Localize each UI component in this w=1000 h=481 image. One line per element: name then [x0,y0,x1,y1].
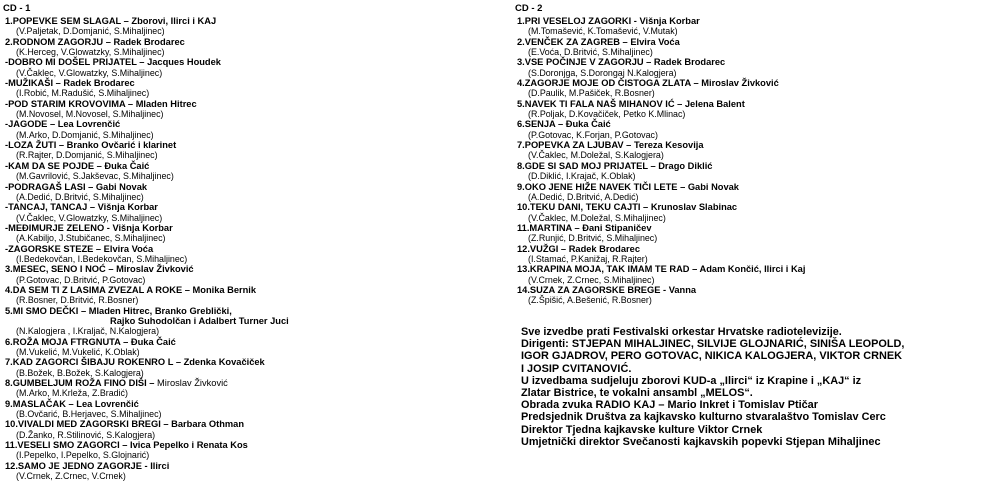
track-title: 1.POPEVKE SEM SLAGAL [5,16,122,26]
track-credits: (A.Kabiljo, J.Stubičanec, S.Mihaljinec) [16,233,166,244]
track-title: 12.VUŽGI [517,243,559,254]
track-entry [3,161,493,182]
track-credits: (R.Bosner, D.Britvić, R.Bosner) [16,295,139,306]
track-title-line [515,37,995,47]
track-credits: (V.Paljetak, D.Domjanić, S.Mihaljinec) [16,26,165,37]
track-title-line [3,244,493,254]
track-separator: – [647,160,659,171]
track-separator: - [660,284,669,295]
track-separator: – [160,419,172,430]
track-entry [3,337,493,358]
track-credits: (M.Novosel, M.Novosel, S.Mihaljinec) [16,109,164,120]
track-artist: Gabi Novak [687,181,739,192]
track-title: 7.KAD ZAGORCI ŠIBAJU ROKENRO L [5,357,174,368]
cd1-heading: CD - 1 [3,3,31,14]
track-title: 8.GDE SI SAD MOJ PRIJATEL [517,160,648,171]
track-title-line [3,357,493,367]
track-credits: (D.Diklić, I.Krajač, K.Oblak) [528,171,636,182]
track-artist: Radek Brodarec [653,57,726,68]
track-artist: Drago Diklić [658,160,713,171]
liner-notes [521,326,996,448]
track-title-line [3,264,493,274]
track-artist: Tereza Kesovija [633,140,704,151]
track-credits: (V.Čaklec, V.Glowatzky, S.Mihaljinec) [16,212,163,223]
track-artist: Ilirci [150,460,170,471]
track-artist: Đuka Čaić [565,119,611,130]
track-title: 7.POPEVKA ZA LJUBAV [517,140,624,151]
track-credits: (V.Crnek, Z.Crnec, S.Mihaljinec) [528,274,655,285]
track-credits: (I.Stamać, P.Kanižaj, R.Rajter) [528,253,648,264]
track-separator: – [87,202,98,213]
track-entry [3,419,493,440]
track-entry [3,440,493,461]
track-entry [515,182,995,203]
track-artist: Višnja Korbar [112,222,173,233]
track-separator: – [65,398,77,409]
track-credits: (R.Rajter, D.Domjanić, S.Mihaljinec) [16,150,158,161]
track-title: -MUŽIKAŠI [5,78,54,89]
track-title: 5.NAVEK TI FALA NAŠ MIHANOV IĆ [517,98,675,109]
track-credits: (I.Robić, M.Radušić, S.Mihaljinec) [16,88,150,99]
track-title: 12.SAMO JE JEDNO ZAGORJE [5,460,142,471]
track-entry [515,57,995,78]
track-artist: Lea Lovrenčić [57,119,121,130]
track-entry [3,357,493,378]
track-title: -POD STARIM KROVOVIMA [5,98,126,109]
track-artist: Jelena Balent [684,98,745,109]
track-separator: – [146,378,158,389]
track-artist: Višnja Korbar [97,202,158,213]
track-artist: Monika Bernik [192,284,257,295]
track-entry [515,202,995,223]
track-entry [3,285,493,306]
liner-note-line: Zlatar Bistrice, te vokalni ansambl „MELOS“. [521,387,753,400]
track-separator: – [53,78,64,89]
track-title: 4.DA SEM TI Z LASIMA ZVEZAL A ROKE [5,284,183,295]
track-title: 5.MI SMO DEČKI [5,305,79,316]
track-title-line [515,244,995,254]
track-entry [3,16,493,37]
track-title-line [515,140,995,150]
track-credits: (E.Voća, D.Britvić, S.Mihaljinec) [528,47,653,58]
track-title-line [3,337,493,347]
track-separator: – [105,264,117,275]
track-title-line [515,119,995,129]
track-title: 11.VESELI SMO ZAGORCI [5,440,120,451]
track-artist: Miroslav Živković [701,78,779,89]
track-separator: – [136,57,148,68]
track-title-line [3,140,493,150]
track-artist: Radek Brodarec [63,78,135,89]
track-title: 2.VENČEK ZA ZAGREB [517,36,620,47]
track-artist: Elvira Voća [103,243,154,254]
track-separator: – [555,119,566,130]
track-entry [3,140,493,161]
track-credits: (I.Bedekovčan, I.Bedekovčan, S.Mihaljinec) [16,253,188,264]
track-credits: (N.Kalogjera , I.Kraljač, N.Kalogjera) [16,326,160,337]
track-entry [3,99,493,120]
track-title-line [515,285,995,295]
track-entry [3,399,493,420]
track-title-line [515,264,995,274]
track-title: 10.VIVALDI MED ZAGORSKI BREGI [5,419,161,430]
track-entry [515,244,995,265]
track-credits: (M.Tomašević, K.Tomašević, V.Mutak) [528,26,678,37]
track-entry [3,306,493,337]
track-artist: Đani Stipaničev [582,222,652,233]
track-entry [3,182,493,203]
track-title-line [515,99,995,109]
track-separator: – [640,202,651,213]
track-title: -MEĐIMURJE ZELENO [5,222,105,233]
track-title-line [3,57,493,67]
track-separator: – [56,140,67,151]
track-title: -TANCAJ, TANCAJ [5,202,88,213]
track-artist: Gabi Novak [95,181,148,192]
track-entry [3,264,493,285]
track-separator: – [619,36,631,47]
track-separator: – [85,181,96,192]
track-entry [3,37,493,58]
liner-note-line: Direktor Tjedna kajkavske kulture Viktor Crnek [521,423,763,436]
track-separator: – [571,222,583,233]
track-separator: – [690,78,702,89]
track-artist: Zborovi, Ilirci i KAJ [131,16,217,26]
track-credits: (V.Čaklec, V.Glowatzky, S.Mihaljinec) [16,67,163,78]
track-artist: Mladen Hitrec, Branko Greblički, [88,305,232,316]
track-title-line [3,306,493,316]
track-title: 3.MESEC, SENO I NOĆ [5,264,106,275]
track-artist: Krunoslav Slabinac [650,202,738,213]
track-separator: - [633,16,640,26]
track-separator: – [623,140,634,151]
track-artist: Branko Ovčarić i klarinet [66,140,177,151]
track-entry [3,244,493,265]
track-title: 6.ROŽA MOJA FTRGNUTA [5,336,121,347]
track-title: 1.PRI VESELOJ ZAGORKI [517,16,634,26]
track-separator: – [121,16,132,26]
track-title: 9.MASLAČAK [5,398,66,409]
liner-note-line: Predsjednik Društva za kajkavsko kulturno stvaralaštvo Tomislav Cerc [521,411,886,424]
track-separator: – [558,243,569,254]
track-title-line [515,202,995,212]
track-title: 8.GUMBELJUM ROŽA FINO DIŠI [5,378,147,389]
track-artist: Đuka Čaić [130,336,176,347]
track-credits: (Z.Špišić, A.Bešenić, R.Bosner) [528,295,652,306]
track-entry [515,16,995,37]
liner-note-line: U izvedbama sudjeluju zborovi KUD-a „Ilirci“ iz Krapine i „KAJ“ iz [521,374,862,387]
track-title: 3.VSE POČINJE V ZAGORJU [517,57,644,68]
track-credits: (V.Čaklec, M.Doležal, S.Kalogjera) [528,150,664,161]
track-title-line [3,378,493,388]
track-entry [515,37,995,58]
track-title-line [515,161,995,171]
track-entry [3,57,493,78]
track-credits: (B.Božek, B.Božek, S.Kalogjera) [16,367,144,378]
track-title: 2.RODNOM ZAGORJU [5,36,104,47]
track-title-line [3,37,493,47]
track-entry [515,140,995,161]
track-title-line [3,99,493,109]
track-title-line [3,419,493,429]
track-title: 14.SUZA ZA ZAGORSKE BREGE [517,284,661,295]
track-separator: – [120,336,131,347]
cd2-tracklist [515,3,995,306]
track-credits: (R.Poljak, D.Kovačiček, Petko K.Mlinac) [528,109,686,120]
track-separator: – [119,440,131,451]
track-artist: Miroslav Živković [116,264,194,275]
track-separator: - [104,222,113,233]
track-entry [515,78,995,99]
track-title: -ZAGORSKE STEZE [5,243,94,254]
track-title-line [515,57,995,67]
track-separator: - [141,460,151,471]
track-entry [515,285,995,306]
track-entry [3,119,493,140]
track-entry [515,161,995,182]
track-credits: (A.Dedić, D.Britvić, A.Dedić) [528,191,639,202]
track-credits: (V.Čaklec, M.Doležal, S.Mihaljinec) [528,212,666,223]
liner-note-line: Obrada zvuka RADIO KAJ – Mario Inkret i Tomislav Ptičar [521,399,818,412]
track-entry [3,202,493,223]
track-entry [3,378,493,399]
track-separator: – [643,57,654,68]
track-title-line [515,78,995,88]
track-title: -PODRAGAŠ LASI [5,181,86,192]
track-artist: Višnja Korbar [639,16,700,26]
track-credits: (D.Paulik, M.Pašiček, R.Bosner) [528,88,655,99]
track-artist: Radek Brodarec [568,243,640,254]
track-artist: Radek Brodarec [113,36,185,47]
track-credits: (M.Arko, M.Krleža, Z.Bradić) [16,388,128,399]
cd1-tracklist [3,3,493,481]
track-credits: (M.Arko, D.Domjanić, S.Mihaljinec) [16,129,154,140]
track-title-line [3,461,493,471]
track-title-line [3,399,493,409]
track-artist: Đuka Čaić [104,160,150,171]
track-artist: Vanna [668,284,697,295]
track-artist: Ivica Pepelko i Renata Kos [130,440,248,451]
track-artist-continued: Rajko Suhodolčan i Adalbert Turner Juci [110,315,289,326]
track-title: 11.MARTINA [517,222,572,233]
track-entry [3,78,493,99]
track-separator: – [47,119,58,130]
track-artist: Lea Lovrenčić [76,398,139,409]
track-artist: Jacques Houdek [147,57,221,68]
track-title: -KAM DA SE POJDE [5,160,95,171]
track-artist: Elvira Voća [630,36,680,47]
liner-note-line: IGOR GJADROV, PERO GOTOVAC, NIKICA KALOGJERA, VIKTOR CRNEK [521,350,903,363]
track-title-line [3,182,493,192]
track-credits: (M.Vukelić, M.Vukelić, K.Oblak) [16,347,140,357]
track-title-line [3,161,493,171]
track-separator: – [677,181,688,192]
track-artist: Barbara Othman [171,419,245,430]
track-separator: – [674,98,685,109]
track-title: 13.KRAPINA MOJA, TAK IMAM TE RAD [517,264,690,275]
track-title-line [3,440,493,450]
track-title-line [3,16,493,26]
track-title: 10.TEKU DANI, TEKU CAJTI [517,202,641,213]
track-entry [515,223,995,244]
track-entry [3,223,493,244]
track-title-line [3,223,493,233]
track-separator: – [78,305,89,316]
liner-note-line: Sve izvedbe prati Festivalski orkestar Hrvatske radiotelevizije. [521,326,842,338]
track-separator: – [94,160,105,171]
track-title-line [515,182,995,192]
track-title-line [515,223,995,233]
track-credits: (P.Gotovac, D.Britvić, P.Gotovac) [16,274,146,285]
track-title-line [3,119,493,129]
track-credits: (P.Gotovac, K.Forjan, P.Gotovac) [528,129,658,140]
track-separator: – [93,243,104,254]
track-credits: (A.Dedić, D.Britvić, S.Mihaljinec) [16,191,144,202]
track-title: -DOBRO MI DOŠEL PRIJATEL [5,57,137,68]
track-credits: (M.Gavrilović, S.Jakševac, S.Mihaljinec) [16,171,174,182]
liner-note-line: I JOSIP CVITANOVIĆ. [521,362,632,375]
track-credits: (Z.Runjić, D.Britvić, S.Mihaljinec) [528,233,658,244]
track-artist: Mladen Hitrec [135,98,197,109]
track-separator: – [103,36,114,47]
cd2-heading: CD - 2 [515,3,543,14]
cd2-track-list [515,16,995,306]
track-title: 6.SENJA [517,119,556,130]
track-credits: (B.Ovčarić, B.Herjavec, S.Mihaljinec) [16,409,162,420]
track-title-line [3,285,493,295]
track-title: 9.OKO JENE HIŽE NAVEK TIČI LETE [517,181,678,192]
liner-note-line: Dirigenti: STJEPAN MIHALJINEC, SILVIJE GLOJNARIĆ, SINIŠA LEOPOLD, [521,338,905,351]
track-separator: – [125,98,136,109]
track-separator: – [182,284,193,295]
track-artist: Adam Končić, Ilirci i Kaj [699,264,806,275]
track-credits: (K.Herceg, V.Glowatzky, S.Mihaljinec) [16,47,165,58]
track-credits: (S.Doronjga, S.Dorongaj N.Kalogjera) [528,67,677,78]
track-entry [515,264,995,285]
track-artist: Zdenka Kovačiček [183,357,265,368]
track-separator: – [689,264,700,275]
liner-note-line: Umjetnički direktor Svečanosti kajkavskih popevki Stjepan Mihaljinec [521,435,881,448]
track-title-line [515,16,995,26]
track-title-line [3,78,493,88]
track-artist: Miroslav Živković [157,378,228,389]
track-title-line [3,202,493,212]
track-title: 4.ZAGORJE MOJE OD ČISTOGA ZLATA [517,78,691,89]
track-separator: – [173,357,184,368]
cd1-track-list [3,16,493,481]
track-credits: (V.Crnek, Z.Crnec, V.Crnek) [16,471,126,481]
track-entry [515,99,995,120]
track-entry [515,119,995,140]
track-title: -LOZA ŽUTI [5,140,57,151]
track-title: -JAGODE [5,119,48,130]
track-credits: (I.Pepelko, I.Pepelko, S.Glojnarić) [16,450,150,461]
track-entry [3,461,493,481]
track-credits: (D.Žanko, R.Stilinović, S.Kalogjera) [16,429,156,440]
